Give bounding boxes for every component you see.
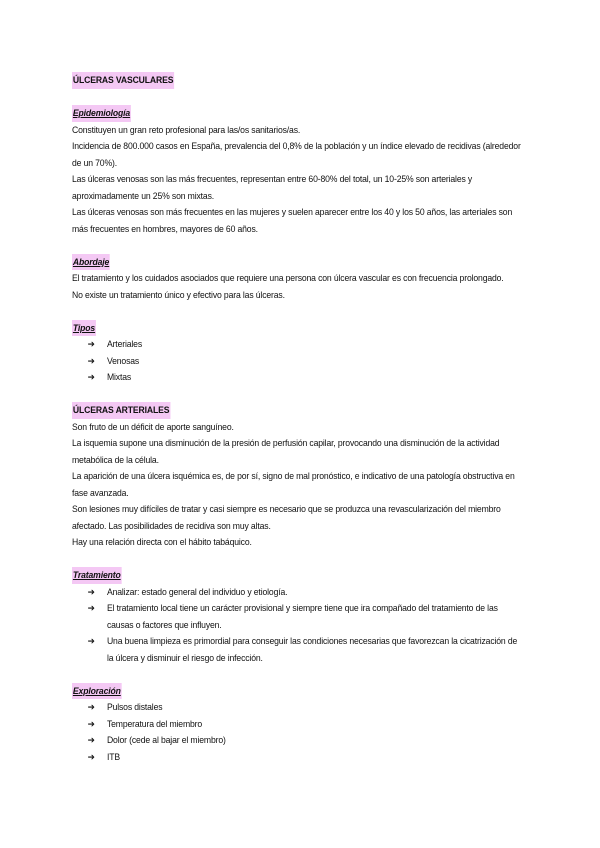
arrow-right-icon: ➔ (87, 635, 95, 646)
list-item-text: Venosas (106, 354, 140, 366)
heading-tratamiento: Tratamiento (72, 567, 122, 584)
heading-tipos: Tipos (72, 320, 96, 337)
list-item (72, 369, 525, 386)
list-item-text: Pulsos distales (106, 701, 163, 712)
paragraph: Son lesiones muy difíciles de tratar y casi siempre es necesario que se produzca una revascularización del miembro afectado. Las posibilidades de recidiva son muy altas. (72, 503, 501, 531)
arrow-right-icon: ➔ (87, 717, 95, 729)
list-item (72, 336, 525, 353)
list-tratamiento (72, 584, 525, 667)
paragraph: Son fruto de un déficit de aporte sanguíneo. (72, 420, 234, 432)
list-item-text: El tratamiento local tiene un carácter provisional y siempre tiene que ira compañado del tratamiento de las causas o factores que influyen. (106, 602, 498, 630)
list-item (72, 600, 525, 633)
list-item-text: Dolor (cede al bajar el miembro) (106, 734, 226, 745)
paragraph: La isquemia supone una disminución de la presión de perfusión capilar, provocando una disminución de la actividad metabólica de la célula. (72, 437, 500, 465)
list-item (72, 732, 525, 749)
paragraph: Hay una relación directa con el hábito tabáquico. (72, 536, 252, 547)
list-item (72, 716, 525, 733)
list-item-text: ITB (106, 750, 120, 762)
title-ulceras-vasculares: ÚLCERAS VASCULARES (72, 72, 174, 89)
list-item-text: Temperatura del miembro (106, 717, 203, 729)
list-item (72, 584, 525, 601)
paragraph: Constituyen un gran reto profesional para las/os sanitarios/as. (72, 123, 301, 135)
list-item (72, 633, 525, 666)
heading-epidemiologia: Epidemiología (72, 105, 131, 122)
list-item (72, 353, 525, 370)
paragraph: El tratamiento y los cuidados asociados que requiere una persona con úlcera vascular es con frecuencia prolongado. (72, 272, 504, 283)
paragraph: Las úlceras venosas son más frecuentes en las mujeres y suelen aparecer entre los 40 y los 50 años, las arteriales son más frecuentes en hombres, mayores de 60 años. (72, 206, 513, 234)
arrow-right-icon: ➔ (87, 338, 95, 349)
arrow-right-icon: ➔ (87, 602, 95, 613)
list-item-text: Una buena limpieza es primordial para conseguir las condiciones necesarias que favorezcan la cicatrización de la úlcera y disminuir el riesgo de infección. (106, 635, 518, 663)
paragraph: La aparición de una úlcera isquémica es, de por sí, signo de mal pronóstico, e indicativo de una patología obstructiva en fase avanzada. (72, 470, 515, 498)
title-ulceras-arteriales: ÚLCERAS ARTERIALES (72, 402, 170, 419)
arrow-right-icon: ➔ (87, 701, 95, 712)
document-page (72, 72, 524, 765)
list-item (72, 699, 525, 716)
arrow-right-icon: ➔ (87, 354, 95, 366)
paragraph: Incidencia de 800.000 casos en España, prevalencia del 0,8% de la población y un índice elevado de recidivas (alrededor de un 70%). (72, 140, 521, 168)
heading-abordaje: Abordaje (72, 254, 110, 271)
list-exploracion (72, 699, 525, 765)
paragraph: Las úlceras venosas son las más frecuentes, representan entre 60-80% del total, un 10-25% son arteriales y aproximadamente un 25% son mixtas. (72, 173, 473, 201)
list-tipos (72, 336, 525, 386)
heading-exploracion: Exploración (72, 683, 122, 700)
list-item-text: Analizar: estado general del individuo y etiología. (106, 585, 288, 597)
document-body (72, 72, 525, 765)
arrow-right-icon: ➔ (87, 585, 95, 597)
arrow-right-icon: ➔ (87, 371, 95, 382)
arrow-right-icon: ➔ (87, 750, 95, 762)
paragraph: No existe un tratamiento único y efectivo para las úlceras. (72, 288, 285, 300)
list-item-text: Arteriales (106, 338, 143, 349)
arrow-right-icon: ➔ (87, 734, 95, 745)
list-item (72, 749, 525, 766)
list-item-text: Mixtas (106, 371, 132, 382)
